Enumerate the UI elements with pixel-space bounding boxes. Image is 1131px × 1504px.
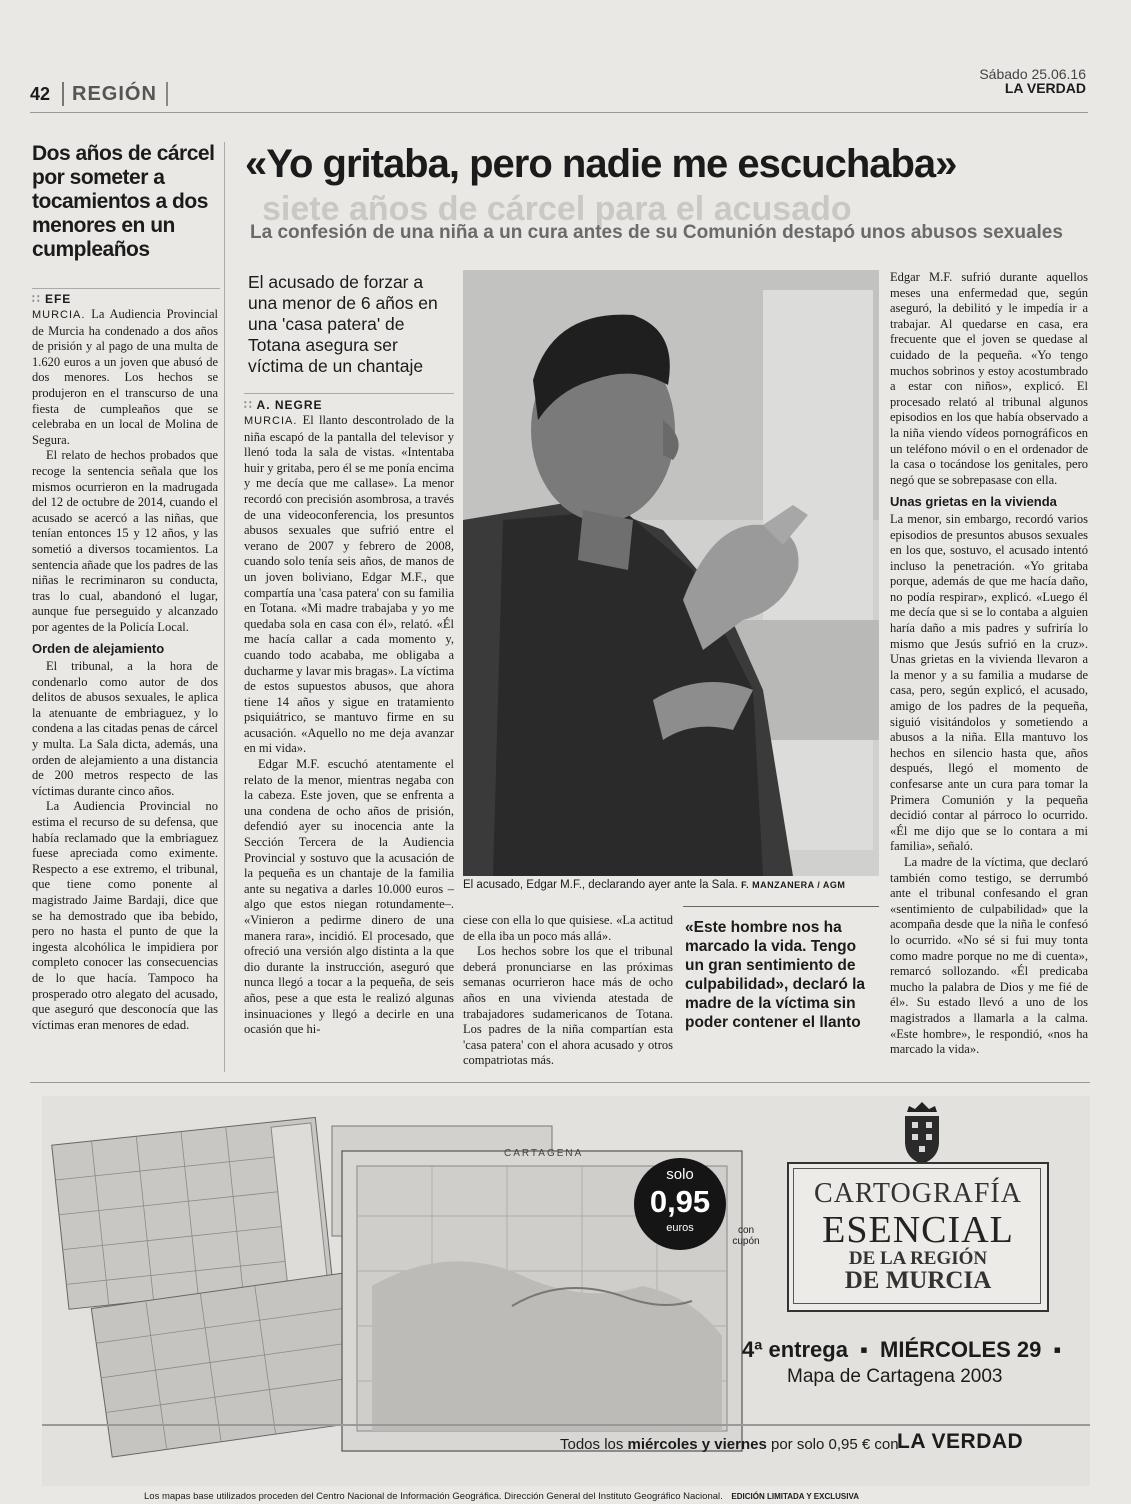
dateline-city: MURCIA.	[32, 309, 86, 321]
side-story-subhead: Orden de alejamiento	[32, 641, 165, 657]
main-byline-rule-wrap	[244, 393, 454, 394]
tagline-suffix: por solo 0,95 € con	[770, 1436, 899, 1453]
price-label: solo	[666, 1166, 694, 1183]
page-number: 42	[30, 84, 51, 104]
main-col1	[244, 413, 454, 1038]
header-divider	[166, 82, 168, 106]
side-story-paragraph: El tribunal, a la hora de condenarlo como autor de dos delitos de abusos sexuales, le aplica la atenuante de embriaguez, y lo condena a las citadas penas de cárcel y multa. La Sala dicta, además, una orden de alejamiento a una distancia de 200 metros respecto de las víctimas durante cinco años.	[32, 659, 218, 798]
photo-illustration	[463, 270, 879, 876]
main-col3	[890, 270, 1088, 1058]
main-paragraph: ciese con ella lo que quisiese. «La actitud de ella iba un poco más allá».	[463, 913, 673, 943]
side-story-rule-wrap	[32, 288, 220, 289]
pull-quote-rule	[683, 906, 879, 907]
side-story-paragraph: La Audiencia Provincial no estima el recurso de su defensa, que había reclamado que la embriaguez fuese apreciada como eximente. Respecto a ese extremo, el tribunal, que tiene como ponente al magistrado Jaime Bardaji, dice que se ha demostrado que iba bebido, pero no hasta el punto de que la ingesta alcohólica le impidiera por completo conocer las consecuencias de lo que hacía. Tampoco ha prosperado otro alegato del acusado, que aseguró que desconocía que las víctimas eran menores de edad.	[32, 799, 218, 1032]
main-paragraph: La madre de la víctima, que declaró también como testigo, se derrumbó ante el tribunal confesando el gran «sentimiento de culpabilidad» que la acompaña desde que la niña le confesó lo ocurrido. «No sé si fui muy tonta como madre porque no me di cuenta», remarcó sollozando. «Él predicaba mucho la palabra de Dios y me fié de él». Su estado llevó a uno de los magistrados a llamarla a la calma. «Este hombre», le respondió, «nos ha marcado la vida».	[890, 854, 1088, 1057]
delivery-day: MIÉRCOLES 29	[880, 1337, 1042, 1362]
column-divider	[224, 142, 225, 1072]
delivery-number: 4ª entrega	[742, 1337, 848, 1362]
side-story-byline: ∷ EFE	[32, 292, 71, 306]
edition-note: EDICIÓN LIMITADA Y EXCLUSIVA	[731, 1492, 859, 1501]
main-paragraph: Edgar M.F. sufrió durante aquellos meses una enfermedad que, según aseguró, la debilitó y le impedía ir a trabajar. Al quedarse en casa, era frecuente que el joven se quedase al cuidado de la pequeña. «Yo tengo muchos sobrinos y estoy acostumbrado a estar con niños», explicó. El procesado relató al tribunal algunos episodios en los que había observado a la niña viendo vídeos pornográficos en un teléfono móvil o en el ordenador de la casa o tocándose los genitales, pero negó que se sobrepasase con ella.	[890, 270, 1088, 487]
delivery-line	[742, 1337, 1061, 1363]
side-story-rule	[32, 288, 220, 289]
issue-date: Sábado 25.06.16	[979, 66, 1086, 82]
ad-brand-logo: LA VERDAD	[897, 1430, 1024, 1453]
side-story-paragraph: MURCIA. La Audiencia Provincial de Murcia ha condenado a dos años de prisión y al pago de una multa de 1.620 euros a un joven que abusó de dos menores. Los hechos se produjeron en el transcurso de una fiesta de cumpleaños que se celebraba en un local de Molina de Segura.	[32, 307, 218, 447]
main-col2	[463, 913, 673, 1069]
accused-photo	[463, 270, 879, 876]
header-divider	[62, 82, 64, 106]
show-through-text: siete años de cárcel para el acusado	[262, 190, 852, 228]
map-title: Mapa de Cartagena 2003	[787, 1366, 1003, 1387]
tagline-prefix: Todos los	[560, 1436, 624, 1453]
ad-tagline	[560, 1436, 899, 1453]
coupon-note: con cupón	[732, 1225, 760, 1247]
main-byline-rule	[244, 393, 454, 394]
lead-text: El acusado de forzar a una menor de 6 años en una 'casa patera' de Totana asegura ser víctima de un chantaje	[248, 272, 438, 376]
main-headline: «Yo gritaba, pero nadie me escuchaba»	[245, 142, 957, 186]
cartography-advertisement	[42, 1096, 1090, 1486]
ad-separator	[30, 1082, 1090, 1083]
main-paragraph: Edgar M.F. escuchó atentamente el relato de la menor, mientras negaba con la cabeza. Este joven, que se enfrenta a una condena de ocho años de prisión, defendió ayer su inocencia ante la Sección Tercera de la Audiencia Provincial y sostuvo que la acusación de la pequeña es un chantaje de la familia ante su negativa a darles 10.000 euros –algo que estos niegan rotundamente–. «Vinieron a pedirme dinero de una manera rara», incidió. El procesado, que ofreció una versión algo distinta a la que dio durante la instrucción, aseguró que nunca llegó a tocar a la pequeña, de seis años, pese a que esta le realizó algunas insinuaciones y llegó a decirle en una ocasión que hi-	[244, 757, 454, 1037]
price-value: 0,95	[649, 1184, 711, 1219]
side-story-paragraph: El relato de hechos probados que recoge la sentencia señala que los mismos ocurrieron en la madrugada del 12 de octubre de 2014, cuando el acusado se acercó a las niñas, que tenían entonces 15 y 12 años, y las sometió a diversos tocamientos. La sentencia añade que los padres de las niñas le recriminaron su conducta, tras lo cual, abandonó el lugar, aunque fue perseguido y alcanzado por agentes de la Policía Local.	[32, 448, 218, 634]
footnote-text: Los mapas base utilizados proceden del Centro Nacional de Información Geográfica. Dirección General del Instituto Geográfico Nacional.	[144, 1491, 723, 1502]
price-currency: euros	[666, 1222, 694, 1234]
main-subtitle: La confesión de una niña a un cura antes de su Comunión destapó unos abusos sexuales	[250, 222, 1063, 243]
main-byline: ∷ A. NEGRE	[244, 398, 323, 412]
brand-region: DE LA REGIÓN	[848, 1248, 988, 1269]
brand-murcia: DE MURCIA	[844, 1267, 992, 1294]
bullet-icon: ▪	[1053, 1337, 1062, 1362]
main-subhead: Unas grietas en la vivienda	[890, 494, 1057, 510]
caption-text: El acusado, Edgar M.F., declarando ayer ante la Sala.	[463, 879, 738, 891]
header-rule	[30, 112, 1088, 113]
newspaper-name: LA VERDAD	[1004, 80, 1086, 96]
photo-credit: F. MANZANERA / AGM	[741, 880, 846, 890]
pull-quote: «Este hombre nos ha marcado la vida. Tengo un gran sentimiento de culpabilidad», declaró la madre de la víctima sin poder contener el llanto	[685, 919, 866, 1031]
main-paragraph: La menor, sin embargo, recordó varios episodios de presuntos abusos sexuales en los que, sostuvo, el acusado intentó incluso la penetración. «Yo gritaba porque, además de que me hacía daño, no podía respirar», explicó. «Luego él me decía que si se lo contaba a alguien haría daño a mis padres y sufriría lo mismo que Jesús sufrió en la cruz». Unas grietas en la vivienda llevaron a la menor y a su familia a mudarse de casa, pero, según explicó, el acusado, amigo de los padres de la pequeña, siguió visitándolos y sometiendo a abusos a la niña. Ella mantuvo los hechos en silencio hasta que, años después, llegó el momento de confesarse ante un cura para tomar la Primera Comunión y la pequeña decidió contar al párroco lo ocurrido. «Él me dijo que se lo contara a mi familia», señaló.	[890, 511, 1088, 854]
ad-footnote	[144, 1491, 859, 1502]
bullet-icon: ▪	[860, 1337, 868, 1362]
brand-cartografia: CARTOGRAFÍA	[814, 1178, 1022, 1209]
main-paragraph: MURCIA. El llanto descontrolado de la niña escapó de la pantalla del televisor y llenó toda la sala de vistas. «Intentaba huir y gritaba, pero él se me ponía encima y me decía que me callase». La menor recordó con precisión asombrosa, a través de una videoconferencia, los presuntos abusos sexuales que sufrió entre el verano de 2007 y febrero de 2008, cuando solo tenía seis años, de manos de un joven boliviano, Edgar M.F., que compartía una 'casa patera' con su familia en Totana. «Mi madre trabajaba y yo me quedaba sola en casa con él», relató. «Él me hacía callar a cada momento y, cuando todo acababa, me obligaba a ducharme y lavar mis bragas». La víctima de estos supuestos abusos, que ahora tiene 14 años y sigue en tratamiento psiquiátrico, se mantuvo firme en su acusación. «Aquello no me deja avanzar en mi vida».	[244, 413, 455, 756]
map-label: CARTAGENA	[504, 1148, 584, 1159]
side-story-title: Dos años de cárcel por someter a tocamientos a dos menores en un cumpleaños	[32, 142, 215, 261]
ad-separator-wrap	[30, 1082, 1090, 1083]
tagline-days: miércoles y viernes	[627, 1436, 767, 1453]
brand-esencial: ESENCIAL	[822, 1209, 1014, 1251]
side-story-body	[32, 307, 218, 1033]
pull-quote-rule-wrap	[683, 906, 879, 907]
murcia-crest-icon	[897, 1102, 947, 1166]
section-name: REGIÓN	[72, 83, 157, 105]
dateline-city: MURCIA.	[244, 415, 298, 427]
main-paragraph: Los hechos sobre los que el tribunal deberá pronunciarse en las próximas semanas ocurrieron hace más de ocho años en una vivienda atestada de trabajadores sudamericanos de Totana. Los padres de la niña compartían esta 'casa patera' con el ahora acusado y otros compatriotas más.	[463, 944, 673, 1068]
ad-bottom-rule	[42, 1424, 1090, 1426]
photo-caption	[463, 879, 845, 891]
